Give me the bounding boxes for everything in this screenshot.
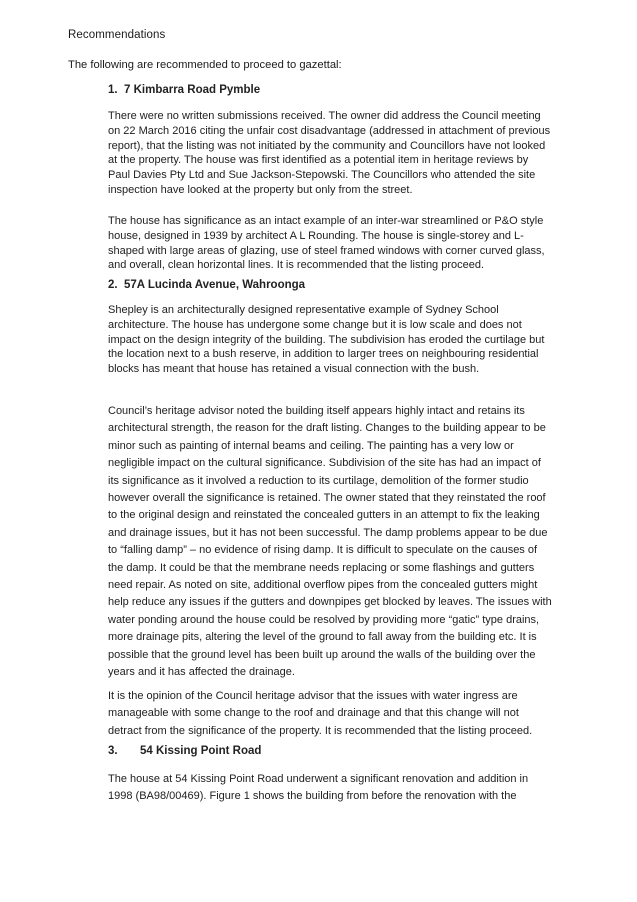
paragraph: The house at 54 Kissing Point Road underwent a significant renovation and addition in 1998 (BA98/00469). Figure 1 shows the building from before the renovation with the — [108, 773, 529, 803]
item-number: 1. — [108, 84, 118, 96]
paragraph: Shepley is an architecturally designed representative example of Sydney School architecture. The house has undergone some change but it is low scale and does not impact on the design integrity of the building. The subdivision has eroded the curtilage but the location next to a bush reserve, in addition to larger trees on neighbouring residential blocks has meant that house has retained a visual connection with the bush. — [108, 304, 545, 376]
paragraph: There were no written submissions received. The owner did address the Council meeting on 22 March 2016 citing the unfair cost disadvantage (addressed in attachment of previous report), that the listing was not initiated by the community and Councillors have not looked at the property. The house was first identified as a potential item in heritage reviews by Paul Davies Pty Ltd and Sue Jackson-Stepowski. The Councillors who attended the site inspection have looked at the property but only from the street. — [108, 110, 551, 196]
item-number: 2. — [108, 279, 118, 291]
item-heading-3 — [108, 745, 261, 757]
item-title: 57A Lucinda Avenue, Wahroonga — [124, 279, 306, 291]
item-heading-1 — [108, 84, 260, 96]
paragraph: Council’s heritage advisor noted the building itself appears highly intact and retains its architectural strength, the reason for the draft listing. Changes to the building appear to be minor such as painting of internal beams and ceiling. The painting has a very low or negligible impact on the cultural significance. Subdivision of the site has had an impact of its significance as it involved a reduction to its curtilage, demolition of the former studio however overall the significance is retained. The owner stated that they reinstated the roof to the original design and reinstated the concealed gutters in an attempt to fix the leaking and drainage issues, but it has not been successful. The damp problems appear to be due to “falling damp” – no evidence of rising damp. It is difficult to speculate on the causes of the damp. It could be that the membrane needs replacing or some flashings and gutters need repair. As noted on site, additional overflow pipes from the concealed gutters might help reduce any issues if the gutters and downpipes get blocked by leaves. The issues with water ponding around the house could be resolved by providing more “gatic” type drains, more drainage pits, altering the level of the ground to fall away from the building etc. It is possible that the ground level has been built up around the walls of the building over the years and it has affected the drainage. — [108, 405, 552, 679]
intro-text: The following are recommended to proceed to gazettal: — [68, 59, 342, 71]
section-heading: Recommendations — [68, 29, 166, 41]
item-heading-2 — [108, 279, 305, 291]
paragraph: The house has significance as an intact example of an inter-war streamlined or P&O style house, designed in 1939 by architect A L Rounding. The house is single-storey and L- shaped with large areas of glazing, use of steel framed windows with corner curved glass, and overall, clean horizontal lines. It is recommended that the listing proceed. — [108, 215, 545, 272]
item-title: 54 Kissing Point Road — [140, 745, 262, 757]
item-title: 7 Kimbarra Road Pymble — [124, 84, 261, 96]
item-number: 3. — [108, 745, 118, 757]
paragraph: It is the opinion of the Council heritage advisor that the issues with water ingress are manageable with some change to the roof and drainage and that this change will not detract from the significance of the property. It is recommended that the listing proceed. — [108, 690, 533, 737]
